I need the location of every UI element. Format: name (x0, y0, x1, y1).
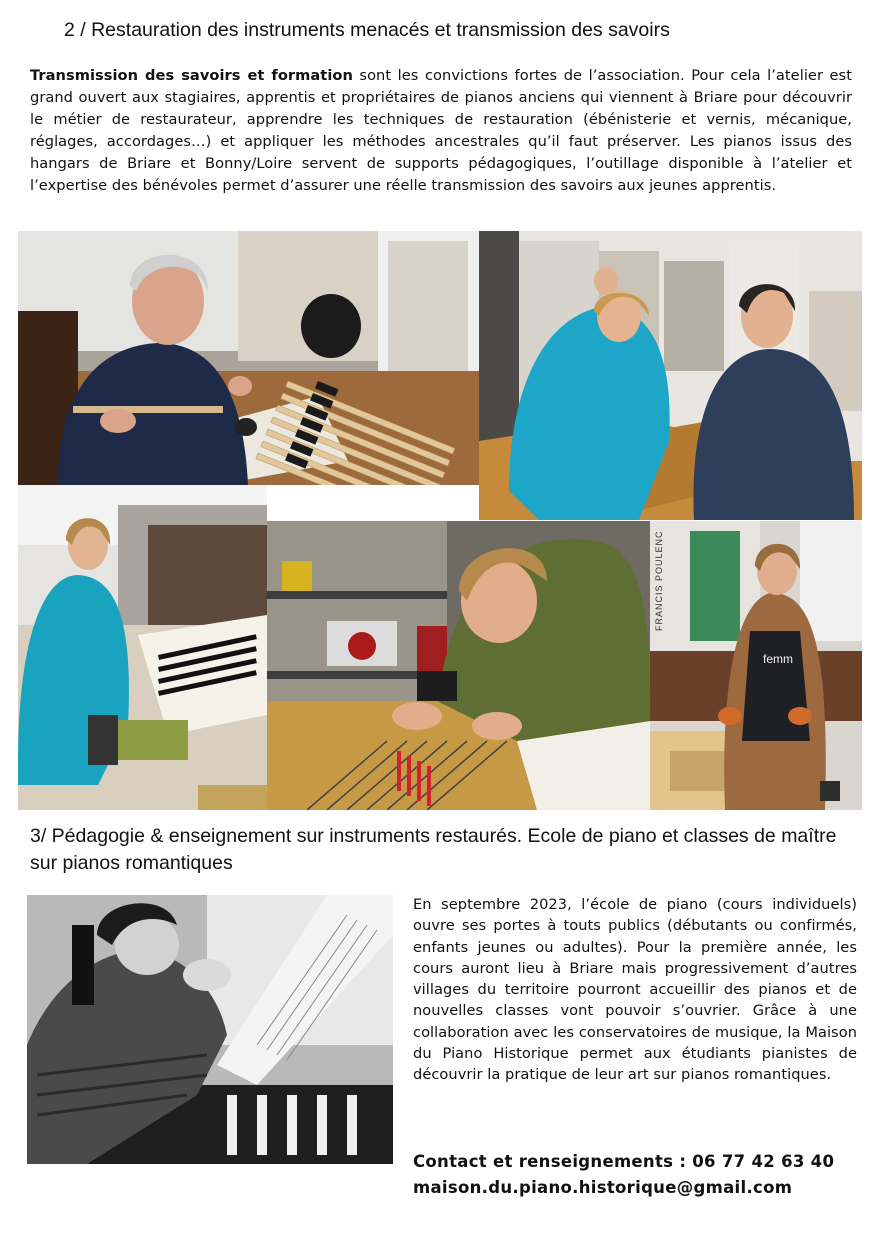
apron-text: femm (763, 652, 793, 666)
section-2-title: 2 / Restauration des instruments menacés et transmission des savoirs (64, 19, 670, 41)
photo-apprentice-keyboard (18, 485, 267, 810)
section-3-paragraph: En septembre 2023, l’école de piano (cours individuels) ouvre ses portes à touts publics (débutants ou confirmés, enfants jeunes ou adultes). Pour la première année, les cours auront lieu à Briare mais progressivement d’autres villages du territoire pourront accueillir des pianos et de nouvelles classes vont pouvoir s’ouvrier. Grâce à une collaboration avec les conservatoires de musique, la Maison du Piano Historique permet aux étudiants pianistes de découvrir la pratique de leur art sur pianos romantiques. (413, 896, 857, 1084)
contact-phone: Contact et renseignements : 06 77 42 63 40 (413, 1152, 835, 1171)
poster-text: FRANCIS POULENC (654, 530, 664, 631)
photo-apprentice-strings (267, 521, 650, 810)
section-3-title: 3/ Pédagogie & enseignement sur instruments restaurés. Ecole de piano et classes de maître sur pianos romantiques (30, 825, 837, 874)
section-2-body: sont les convictions fortes de l’association. Pour cela l’atelier est grand ouvert aux stagiaires, apprentis et propriétaires de pianos anciens qui viennent à Briare pour découvrir le métier de restaurateur, apprendre les techniques de restauration (ébénisterie et vernis, mécanique, réglages, accordages…) et appliquer les méthodes ancestrales qu’il faut préserver. Les pianos issus des hangars de Briare et Bonny/Loire servent de supports pédagogiques, l’outillage disponible à l’atelier et l’expertise des bénévoles permet d’assurer une réelle transmission des savoirs aux jeunes apprentis. (30, 67, 852, 194)
photo-restorer-hammers (18, 231, 479, 485)
contact-email-link[interactable]: maison.du.piano.historique@gmail.com (413, 1178, 793, 1197)
photo-child-at-piano (27, 895, 393, 1164)
photo-workers-grand-piano (479, 231, 862, 520)
photo-apprentice-workbench (650, 521, 862, 810)
section-2-bold-lead: Transmission des savoirs et formation (30, 67, 353, 84)
section-2-paragraph (30, 65, 852, 197)
